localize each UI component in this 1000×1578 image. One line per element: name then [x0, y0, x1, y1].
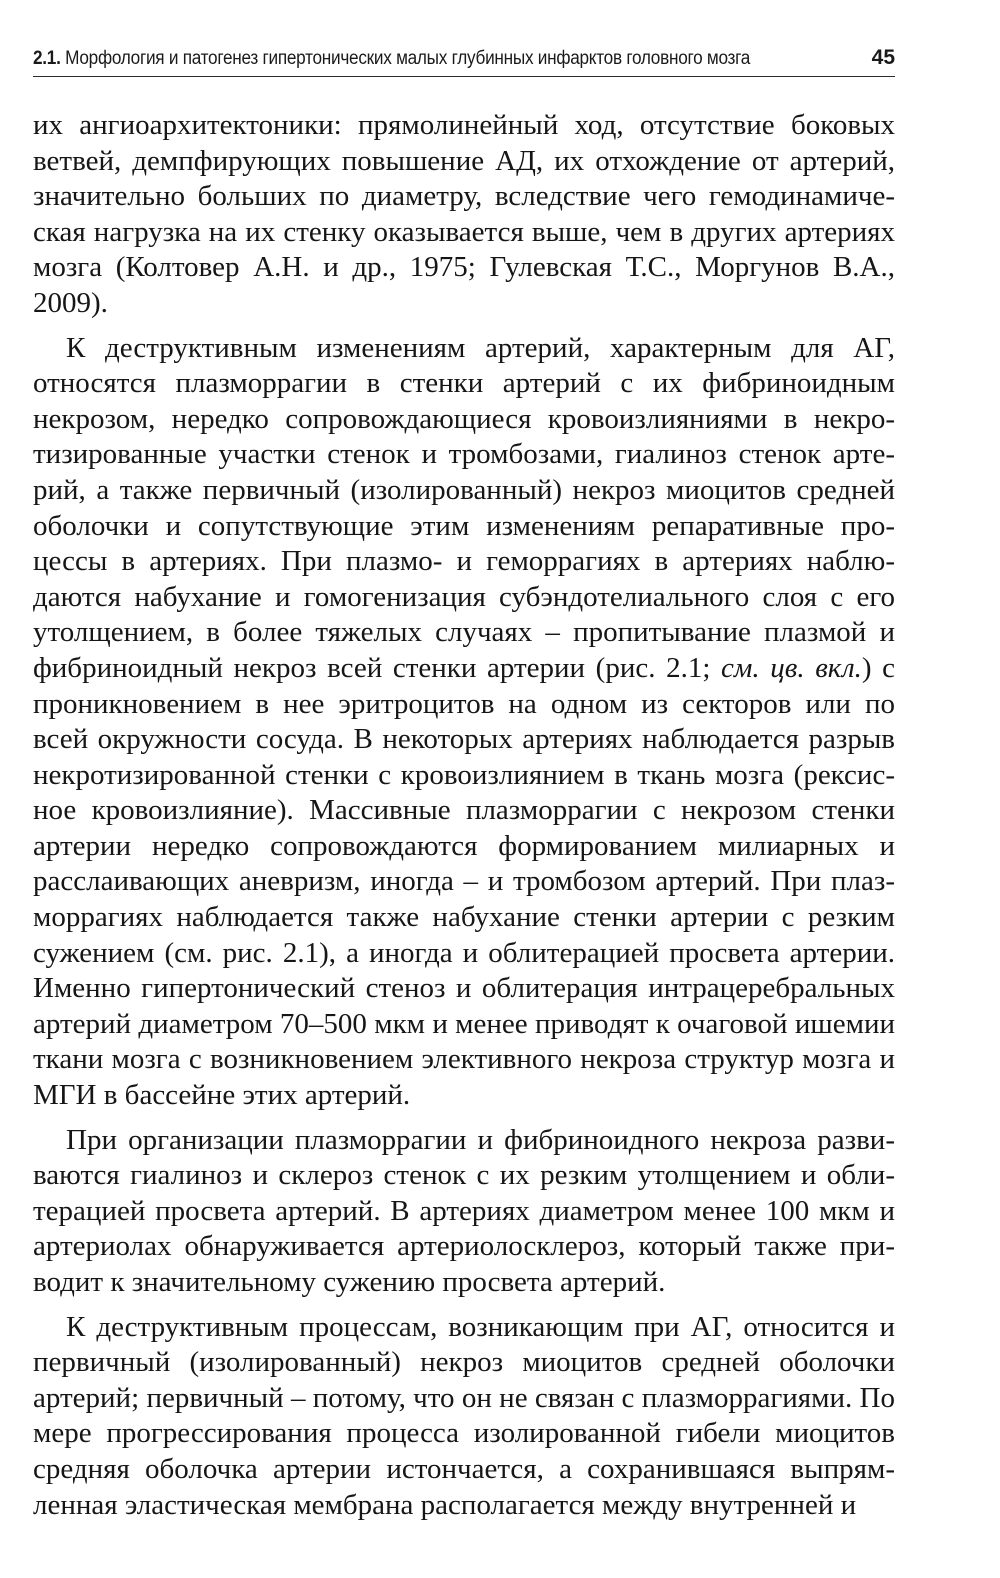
page-number: 45 — [871, 46, 895, 69]
paragraph-1-text: их ангиоархитектоники: прямолинейный ход, отсутствие боковых ветвей, демпфирующих повышение АД, их отхождение от артерий, значительно больших по диаметру, вследствие чего гемодинамическая нагрузка на их стенку оказывается выше, чем в других артериях мозга (Колтовер А.Н. и др., 1975; Гулевская Т.С., Моргунов В.А., 2009). — [33, 109, 895, 319]
paragraph-2 — [33, 331, 895, 1114]
paragraph-1 — [33, 108, 895, 322]
running-header — [33, 42, 895, 77]
color-insert-reference: см. цв. вкл. — [721, 651, 862, 684]
paragraph-3-text: При организации плазморрагии и фибриноидного некроза развиваются гиалиноз и склероз стенок с их резким утолщением и облитерацией просвета артерий. В артериях диаметром менее 100 мкм и артериолах обнаруживается артериолосклероз, который также приводит к значительному сужению просвета артерий. — [33, 1123, 895, 1298]
body-text — [33, 108, 895, 1532]
paragraph-3 — [33, 1123, 895, 1301]
paragraph-2-text-end: ) с проникновением в нее эритроцитов на одном из секторов или по всей окружности сосуда. В некоторых артериях наблюдается разрыв некротизированной стенки с кровоизлиянием в ткань мозга (рексисное кровоизлияние). Массивные плазморрагии с некрозом стенки артерии нередко сопровождаются формированием милиарных и расслаивающих аневризм, иногда – и тромбозом артерий. При плазморрагиях наблюдается также набухание стенки артерии с резким сужением (см. рис. 2.1), а иногда и облитерацией просвета артерии. Именно гипертонический стеноз и облитерация интрацеребральных артерий диаметром 70–500 мкм и менее приводят к очаговой ишемии ткани мозга с возникновением элективного некроза структур мозга и МГИ в бассейне этих артерий. — [33, 651, 895, 1112]
section-heading — [33, 48, 750, 76]
paragraph-2-text-start: К деструктивным изменениям артерий, характерным для АГ, относятся плазморрагии в стенки артерий с их фибриноидным некрозом, нередко сопровождающиеся кровоизлияниями в некротизированные участки стенок и тромбозами, гиалиноз стенок артерий, а также первичный (изолированный) некроз миоцитов средней оболочки и сопутствующие этим изменениям репаративные процессы в артериях. При плазмо- и геморрагиях в артериях наблюдаются набухание и гомогенизация субэндотелиального слоя с его утолщением, в более тяжелых случаях – пропитывание плазмой и фибриноидный некроз всей стенки артерии (рис. 2.1; — [33, 331, 895, 684]
section-number: 2.1. — [33, 48, 61, 69]
paragraph-4 — [33, 1310, 895, 1524]
section-title: Морфология и патогенез гипертонических малых глубинных инфарктов головного мозга — [65, 48, 751, 69]
paragraph-4-text: К деструктивным процессам, возникающим при АГ, относится и первичный (изолированный) некроз миоцитов средней оболочки артерий; первичный – потому, что он не связан с плазморрагиями. По мере прогрессирования процесса изолированной гибели миоцитов средняя оболочка артерии истончается, а сохранившаяся выпрямленная эластическая мембрана располагается между внутренней и — [33, 1310, 895, 1521]
